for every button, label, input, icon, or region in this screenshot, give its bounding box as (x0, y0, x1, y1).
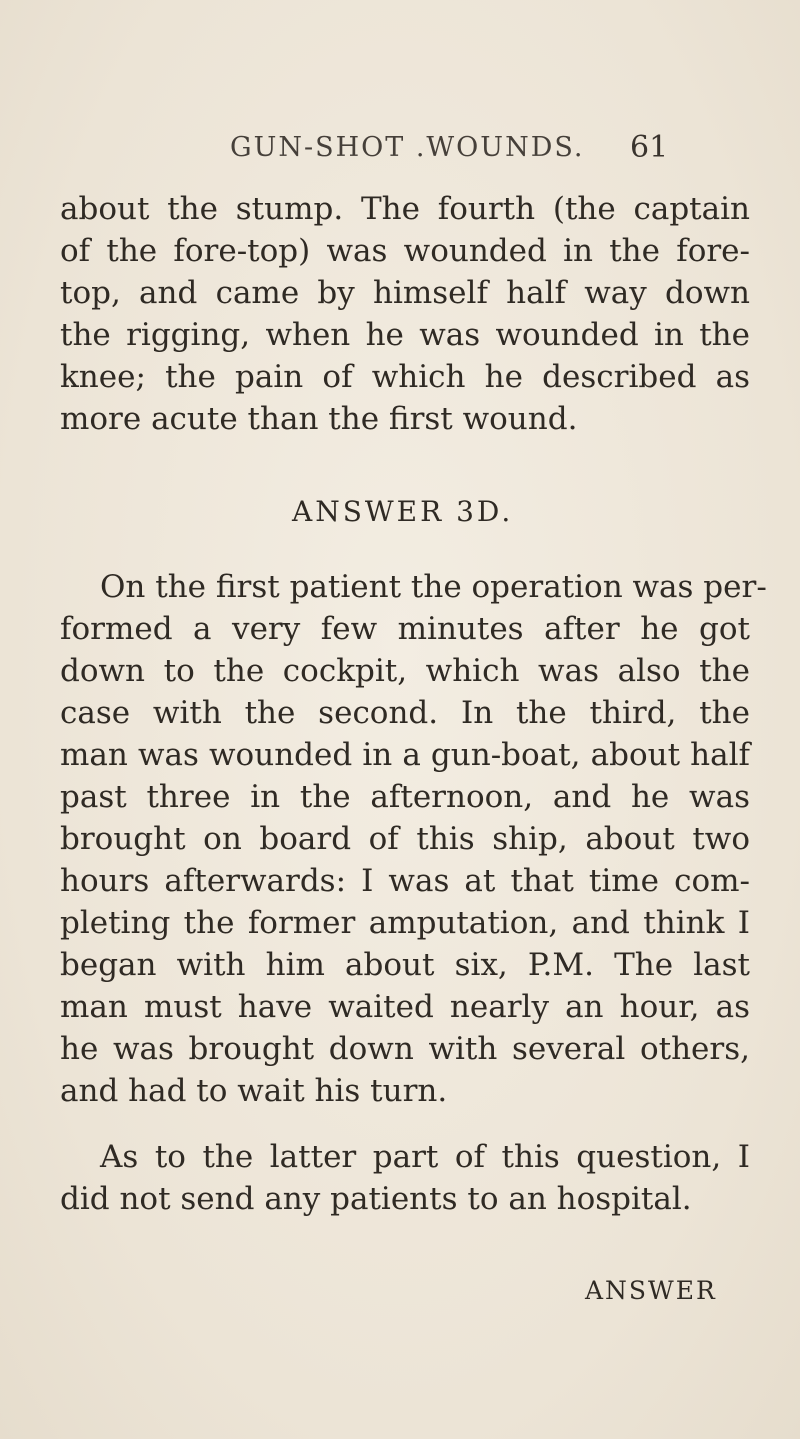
paragraph-line: man must have waited nearly an hour, as (60, 989, 750, 1025)
page-number: 61 (630, 130, 669, 165)
paragraph-1 (60, 188, 750, 440)
paragraph-line: hours afterwards: I was at that time com- (60, 863, 750, 899)
paragraph-line: As to the latter part of this question, I (100, 1139, 750, 1175)
paragraph-line: began with him about six, P.M. The last (60, 947, 750, 983)
paragraph-line: past three in the afternoon, and he was (60, 779, 750, 815)
paragraph-line: man was wounded in a gun-boat, about half (60, 737, 750, 773)
paragraph-line: pleting the former amputation, and think I (60, 905, 750, 941)
paragraph-line: top, and came by himself half way down (60, 275, 750, 311)
paragraph-line: formed a very few minutes after he got (60, 611, 750, 647)
paragraph-line: of the fore-top) was wounded in the fore- (60, 233, 750, 269)
paragraph-line: and had to wait his turn. (60, 1073, 448, 1109)
running-head: GUN-SHOT .WOUNDS. (230, 132, 585, 163)
paragraph-line: more acute than the first wound. (60, 401, 578, 437)
paragraph-2 (60, 566, 767, 1112)
paragraph-line: the rigging, when he was wounded in the (60, 317, 750, 353)
paragraph-line: he was brought down with several others, (60, 1031, 750, 1067)
section-heading: ANSWER 3D. (292, 495, 514, 528)
paragraph-line: knee; the pain of which he described as (60, 359, 750, 395)
paragraph-3 (60, 1136, 750, 1220)
paragraph-line: about the stump. The fourth (the captain (60, 191, 750, 227)
paragraph-line: did not send any patients to an hospital. (60, 1181, 692, 1217)
paragraph-line: case with the second. In the third, the (60, 695, 750, 731)
paragraph-line: down to the cockpit, which was also the (60, 653, 750, 689)
paragraph-line: brought on board of this ship, about two (60, 821, 750, 857)
paragraph-line: On the first patient the operation was per- (100, 569, 767, 605)
catchword: ANSWER (585, 1276, 717, 1305)
